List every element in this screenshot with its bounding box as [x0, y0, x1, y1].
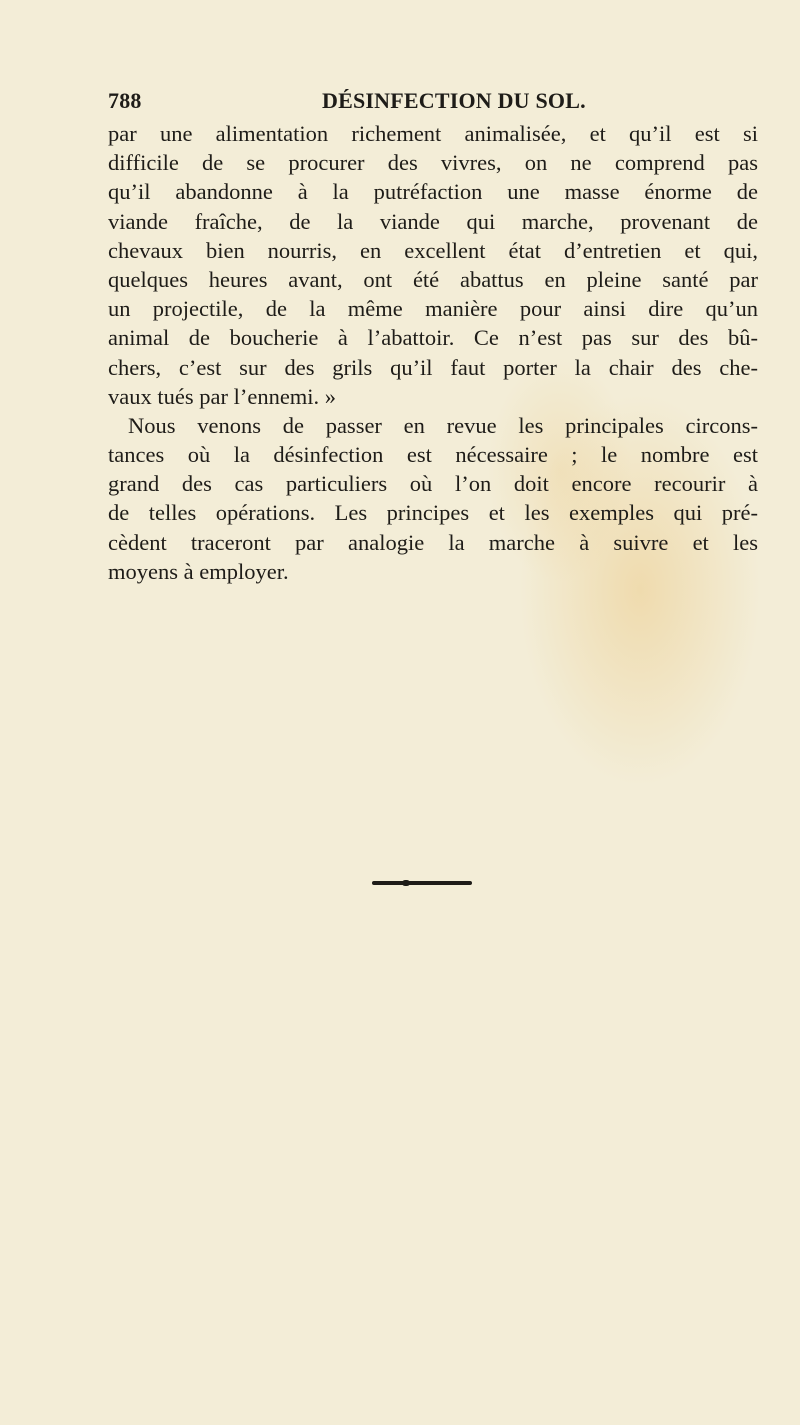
text-line: quelques heures avant, ont été abattus en pleine santé par [108, 266, 758, 292]
text-line: moyens à employer. [108, 558, 289, 584]
text-line: de telles opérations. Les principes et les exemples qui pré- [108, 500, 758, 526]
text-line: Nous venons de passer en revue les principales circons- [128, 412, 758, 438]
text-line: par une alimentation richement animalisée, et qu’il est si [108, 121, 758, 146]
text-line: chers, c’est sur des grils qu’il faut porter la chair des che- [108, 354, 758, 380]
text-line: difficile de se procurer des vivres, on ne comprend pas [108, 150, 758, 176]
text-line: animal de boucherie à l’abattoir. Ce n’est pas sur des bû- [108, 325, 758, 351]
text-line: vaux tués par l’ennemi. » [108, 383, 337, 409]
text-line: viande fraîche, de la viande qui marche, provenant de [108, 208, 758, 234]
body-text [108, 119, 758, 586]
text-line: un projectile, de la même manière pour ainsi dire qu’un [108, 296, 758, 322]
running-title: DÉSINFECTION DU SOL. [322, 88, 586, 113]
text-line: cèdent traceront par analogie la marche à suivre et les [108, 529, 758, 555]
text-line: grand des cas particuliers où l’on doit encore recourir à [108, 471, 758, 497]
text-line: tances où la désinfection est nécessaire ; le nombre est [108, 442, 758, 468]
end-rule-ornament [372, 881, 472, 885]
page-number: 788 [108, 88, 142, 113]
running-head [108, 86, 758, 116]
text-line: chevaux bien nourris, en excellent état d’entretien et qui, [108, 237, 758, 263]
text-line: qu’il abandonne à la putréfaction une masse énorme de [108, 179, 758, 205]
